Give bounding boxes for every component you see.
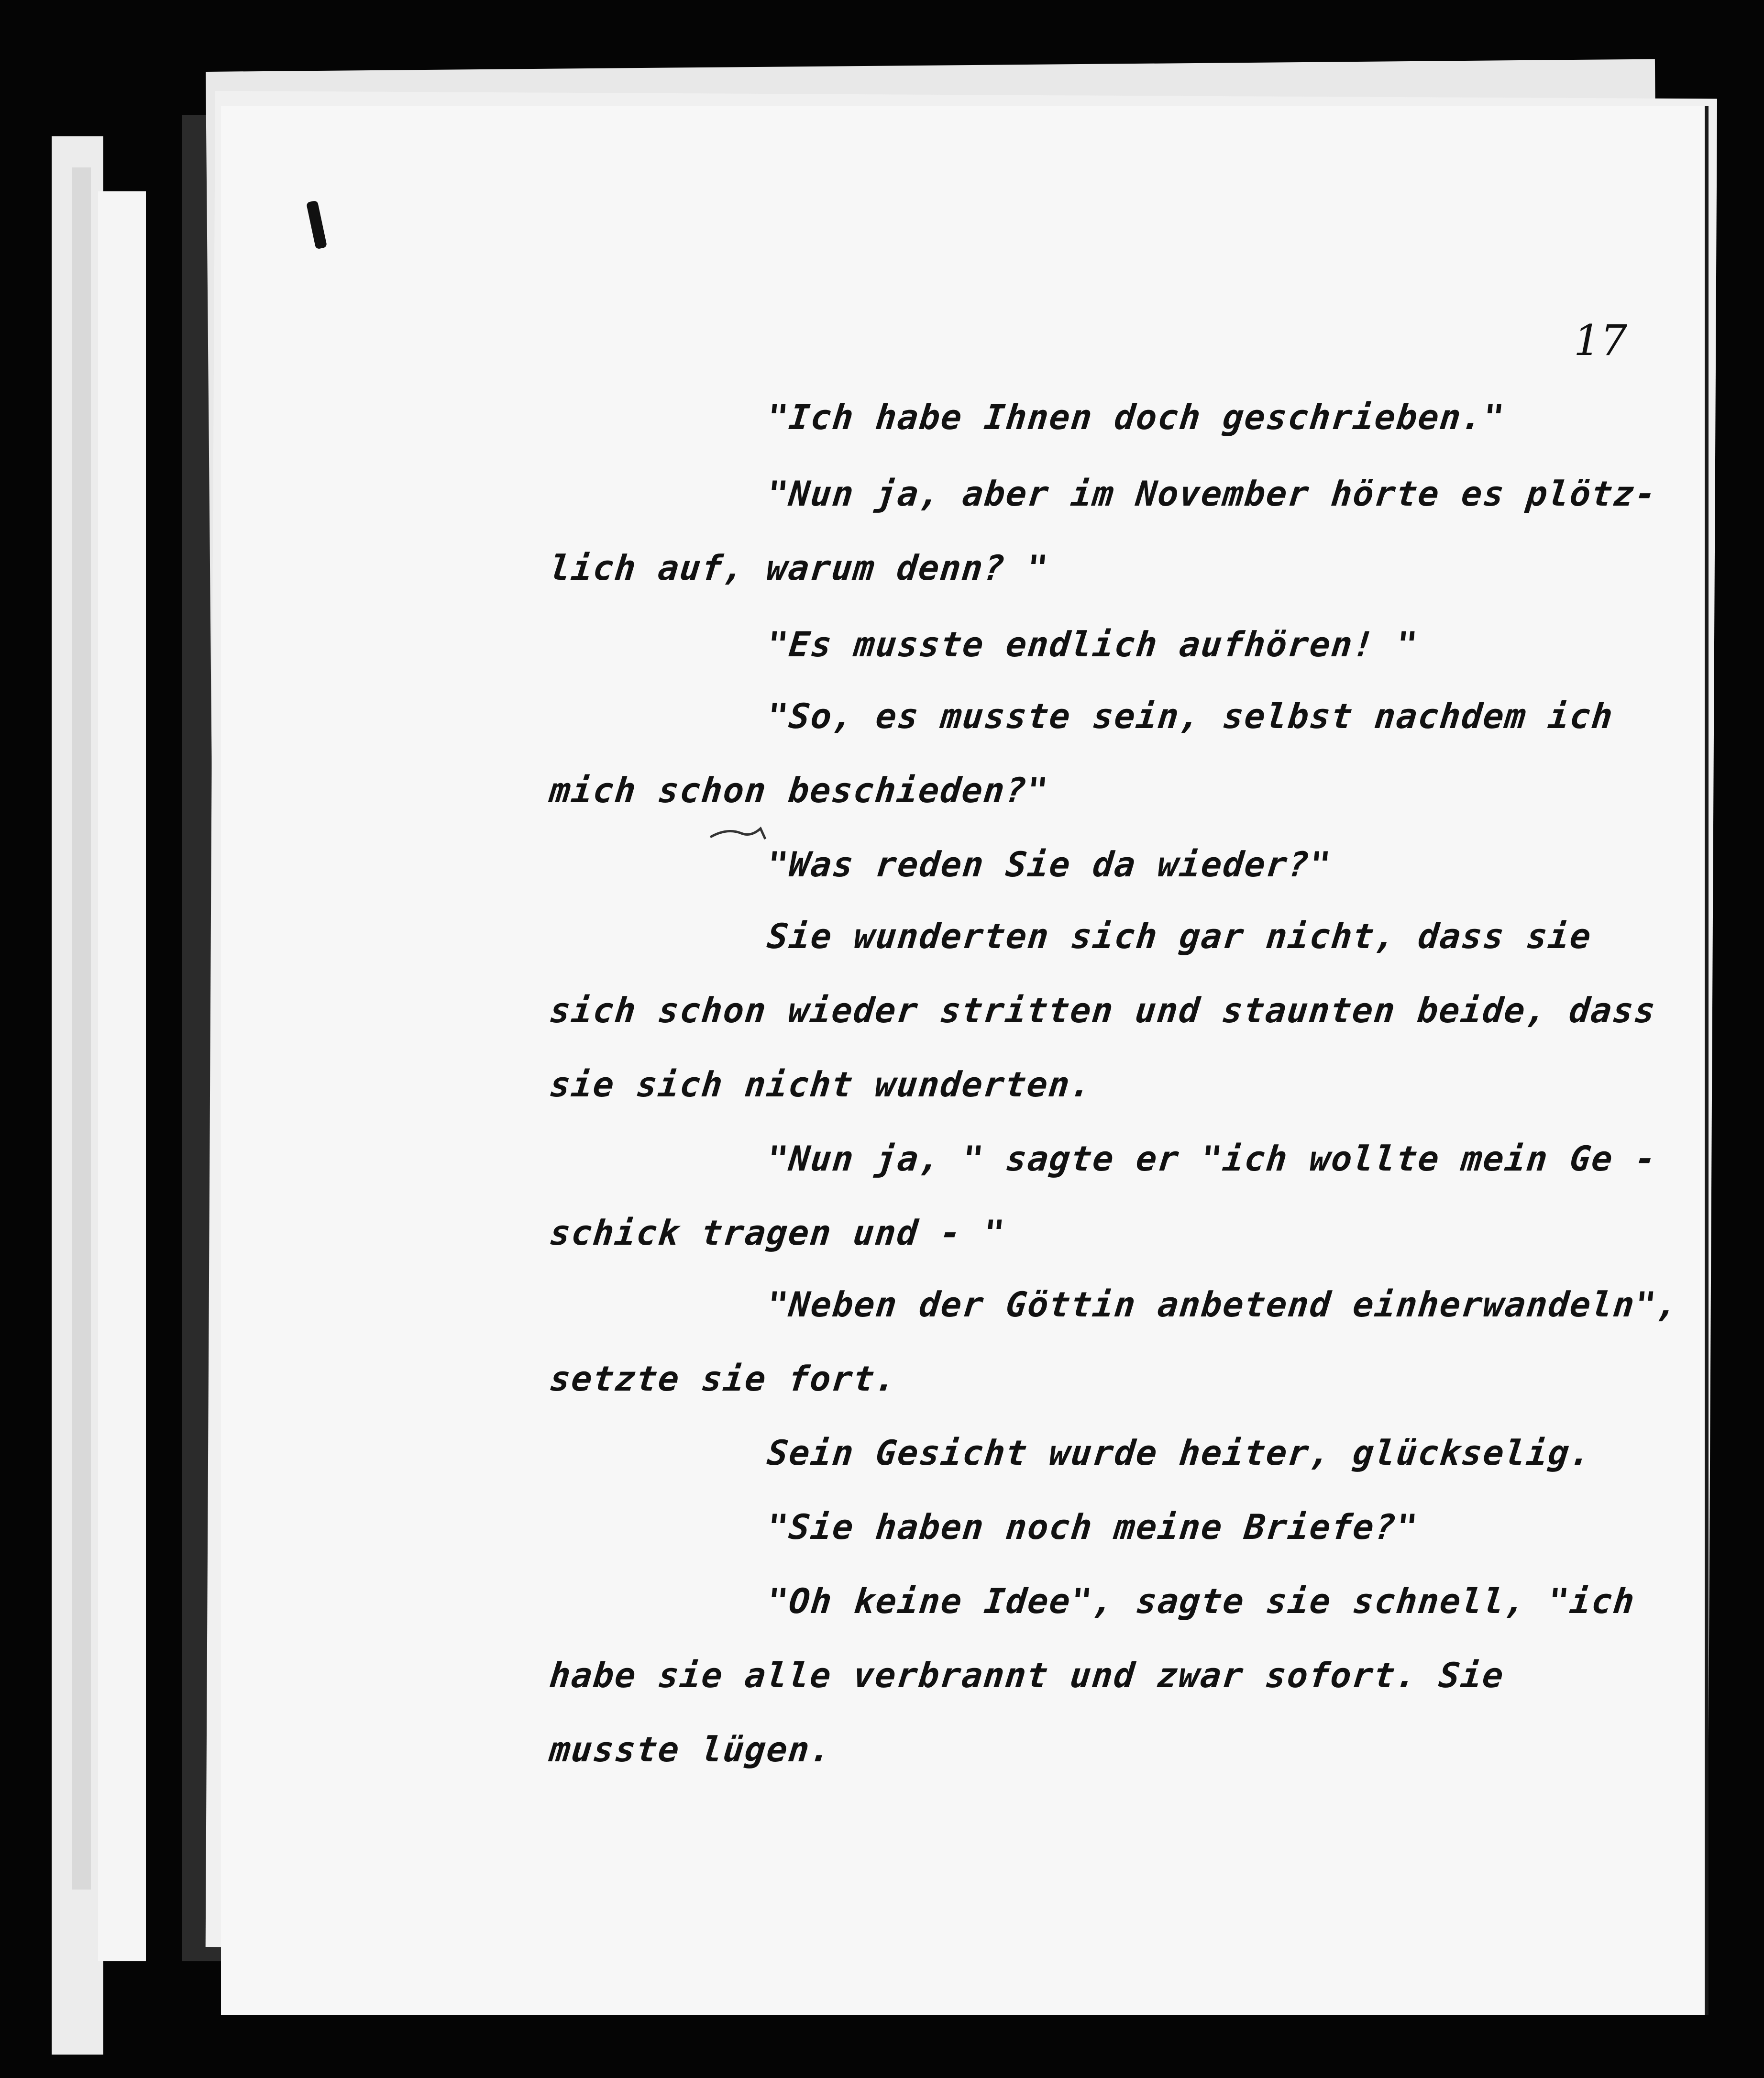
text-line: musste lügen. [548, 1729, 834, 1769]
text-line: "Ich habe Ihnen doch geschrieben." [765, 397, 1507, 437]
text-line: "Neben der Göttin anbetend einherwandeln", [765, 1284, 1681, 1325]
text-line: sie sich nicht wunderten. [548, 1064, 1094, 1105]
text-line: sich schon wieder stritten und staunten beide, dass [548, 990, 1658, 1030]
text-line: "Nun ja, aber im November hörte es plötz- [765, 474, 1659, 514]
text-line: setzte sie fort. [548, 1359, 899, 1399]
text-line: "Sie haben noch meine Briefe?" [765, 1507, 1421, 1547]
text-line: schick tragen und - " [548, 1213, 1008, 1253]
text-line: "Es musste endlich aufhören! " [765, 624, 1421, 664]
text-line: "Oh keine Idee", sagte sie schnell, "ich [765, 1581, 1637, 1621]
text-line: habe sie alle verbrannt und zwar sofort. Sie [548, 1655, 1507, 1695]
text-line: "So, es musste sein, selbst nachdem ich [765, 696, 1616, 736]
text-line: Sein Gesicht wurde heiter, glückselig. [765, 1433, 1594, 1473]
text-line: mich schon beschieden?" [548, 770, 1051, 810]
text-line: Sie wunderten sich gar nicht, dass sie [765, 916, 1594, 956]
text-line: lich auf, warum denn? " [548, 548, 1051, 588]
page-number: 17 [1574, 316, 1627, 365]
text-line: "Was reden Sie da wieder?" [765, 844, 1334, 884]
pencil-margin-mark-icon [708, 823, 775, 842]
text-line: "Nun ja, " sagte er "ich wollte mein Ge - [765, 1138, 1659, 1179]
